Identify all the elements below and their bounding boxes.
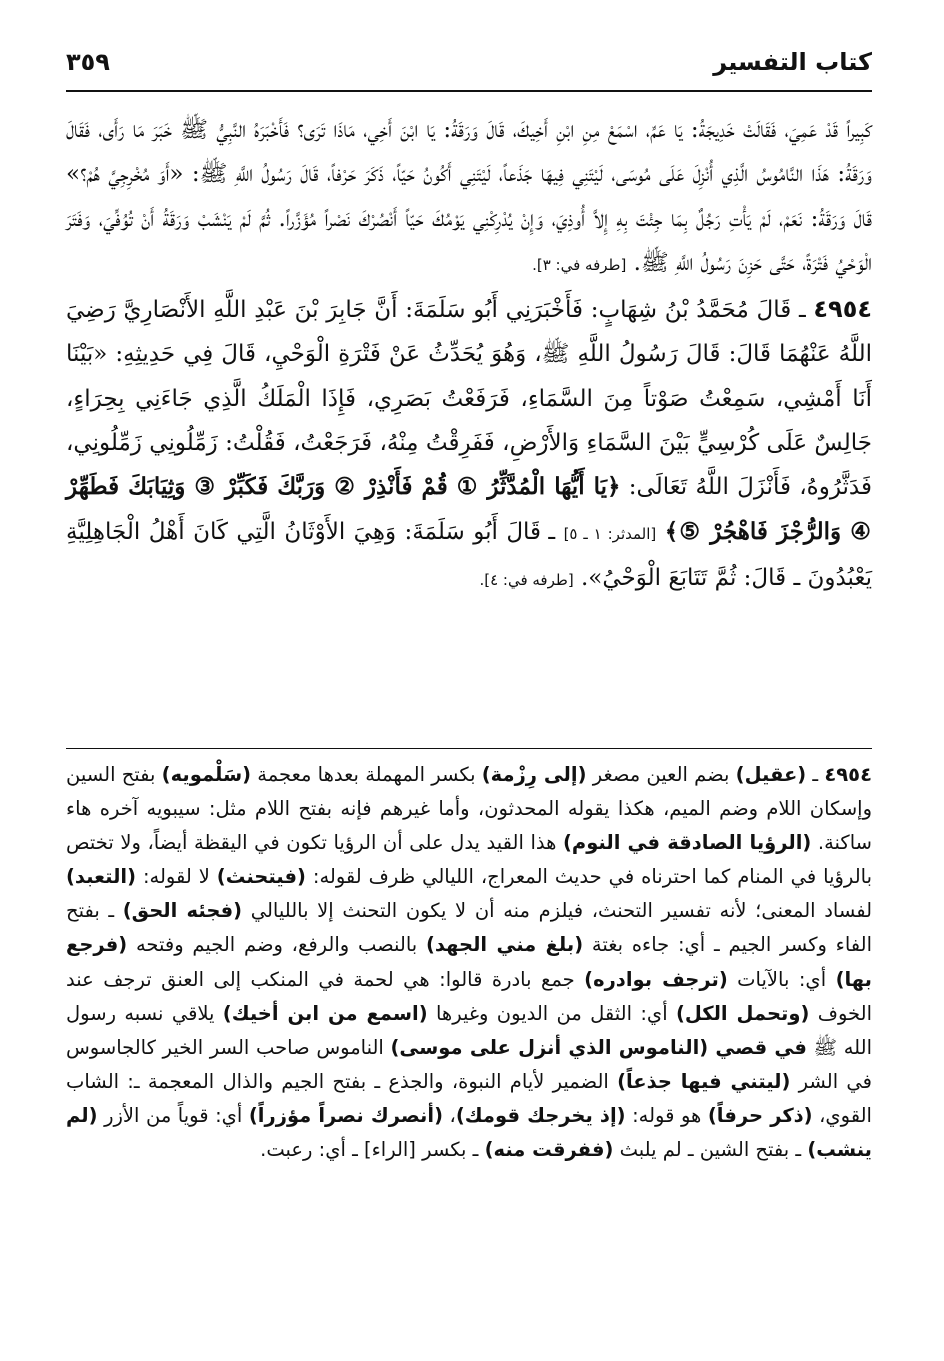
page xyxy=(66,40,872,602)
commentary-paragraph xyxy=(66,758,872,1167)
commentary-term: (اسمع من ابن أخيك) xyxy=(222,1001,428,1025)
commentary-text: أي: الثقل من الديون وغيرها xyxy=(427,1001,676,1025)
commentary-term: (ففرقت منه) xyxy=(484,1138,614,1162)
commentary-text: لفساد المعنى؛ لأنه تفسير التحنث، فيلزم منه أن لا يكون التحنث إلا بالليالي xyxy=(242,899,873,923)
commentary-text: بكسر المهملة بعدها معجمة xyxy=(251,763,482,786)
hadith-continuation xyxy=(66,108,872,287)
commentary-text: ـ بفتح الفاء وكسر الجيم ـ أي: جاءه بغتة xyxy=(66,899,872,957)
commentary-text: الضمير لأيام النبوة، والجذع ـ بفتح الجيم والذال المعجمة ـ: الشاب القوي، xyxy=(66,1069,872,1127)
page-header xyxy=(66,40,872,92)
commentary-text: بفتح السين وإسكان اللام وضم الميم، هكذا يقوله المحدثون، وأما غيرهم فإنه بفتح اللام مثل: سيبويه آخره هاء ساكنة. xyxy=(66,763,872,855)
hadith-continuation-text: كَبِيراً قَدْ عَمِيَ، فَقَالَتْ خَدِيجَةُ: يَا عَمِّ، اسْمَعْ مِنِ ابْنِ أَخِيكَ، قَالَ وَرَقَةُ: يَا ابْنَ أَخِي، مَاذَا تَرَى؟ فَأَخْبَرَهُ النَّبِيُّ ﷺ خَبَرَ مَا رَأَى، فَقَالَ وَرَقَةُ: هَذَا النَّامُوسُ الَّذِي أُنْزِلَ عَلَى مُوسَى، لَيْتَنِي فِيهَا جَذَعاً، لَيْتَنِي أَكُونُ حَيّاً، ذَكَرَ حَرْفاً، قَالَ رَسُولُ اللَّهِ ﷺ: «أَوَ مُخْرِجِيَّ هُمْ؟» قَالَ وَرَقَةُ: نَعَمْ، لَمْ يَأْتِ رَجُلٌ بِمَا جِئْتَ بِهِ إِلاَّ أُوذِيَ، وَإِنْ يُدْرِكْنِي يَوْمُكَ حَيّاً أَنْصُرْكَ نَصْراً مُؤَزَّراً. ثُمَّ لَمْ يَنْشَبْ وَرَقَةُ أَنْ تُوُفِّيَ، وَفَتَرَ الْوَحْيُ فَتْرَةً، حَتَّى حَزِنَ رَسُولُ اللَّهِ ﷺ. xyxy=(66,117,872,276)
commentary-term: (فجئه الحق) xyxy=(122,899,243,923)
commentary xyxy=(66,758,872,1167)
commentary-text: ـ xyxy=(806,763,825,786)
quran-verses: ﴿يَا أَيُّهَا الْمُدَّثِّرُ ① قُمْ فَأَنْذِرْ ② وَرَبَّكَ فَكَبِّرْ ③ وَثِيَابَكَ فَطَهِّرْ ④ وَالرُّجْزَ فَاهْجُرْ ⑤﴾ xyxy=(66,473,873,545)
page-number: ٣٥٩ xyxy=(66,48,110,76)
commentary-term: (ذكر حرفاً) xyxy=(707,1103,813,1127)
hadith-4954 xyxy=(66,287,872,602)
hadith-text-part-2: ـ قَالَ أَبُو سَلَمَةَ: وَهِيَ الأَوْثَانُ الَّتِي كَانَ أَهْلُ الْجَاهِلِيَّةِ يَعْبُدُونَ ـ قَالَ: ثُمَّ تَتَابَعَ الْوَحْيُ». xyxy=(66,518,872,591)
commentary-number: ٤٩٥٤ xyxy=(824,763,872,786)
footnote-divider xyxy=(66,748,872,749)
cross-reference: [طرفه في: ٤]. xyxy=(479,570,574,589)
commentary-term: (ليتني فيها جذعاً) xyxy=(617,1069,791,1093)
commentary-term: في قصي (الناموس الذي أنزل على موسى) xyxy=(390,1035,807,1059)
quran-reference: [المدثر: ١ ـ ٥] xyxy=(563,524,657,543)
commentary-text: الناموس صاحب السر الخير كالجاسوس في الشر xyxy=(66,1035,872,1093)
commentary-text: ، xyxy=(442,1103,456,1127)
commentary-term: (وتحمل الكل) xyxy=(675,1001,810,1025)
commentary-term: (لم ينشب) xyxy=(66,1103,872,1162)
commentary-term: (إلى رِزْمة) xyxy=(481,763,587,786)
commentary-text: بضم العين مصغر xyxy=(586,763,736,786)
cross-reference: [طرفه في: ٣]. xyxy=(532,255,627,274)
commentary-text: أي: بالآيات xyxy=(727,967,836,991)
commentary-text: لا لقوله: xyxy=(136,865,217,889)
commentary-text: بالنصب والرفع، وضم الجيم وفتحه xyxy=(127,933,426,957)
commentary-text: هو قوله: xyxy=(625,1103,708,1127)
commentary-term: (سَلْمويه) xyxy=(161,763,252,786)
commentary-term: (عقيل) xyxy=(735,763,807,786)
hadith-number: ٤٩٥٤ xyxy=(813,295,872,324)
commentary-term: (فيتحنث) xyxy=(216,865,306,889)
commentary-term: (التعبد) xyxy=(66,865,137,889)
main-text xyxy=(66,108,872,602)
commentary-term: (بلغ مني الجهد) xyxy=(426,933,584,957)
book-title: كتاب التفسير xyxy=(713,48,872,76)
commentary-term: (الرؤيا الصادقة في النوم) xyxy=(562,831,812,855)
commentary-term: (ترجف بوادره) xyxy=(584,967,728,991)
commentary-text: جمع بادرة قالوا: هي لحمة في المنكب إلى العنق ترجف عند الخوف xyxy=(66,967,872,1025)
commentary-text: ـ بفتح الشين ـ لم يلبث xyxy=(613,1138,808,1162)
commentary-term: (إذ يخرجك قومك) xyxy=(455,1103,626,1127)
commentary-term: (فرجع بها) xyxy=(66,933,872,991)
commentary-text: يلاقي نسبه رسول الله ﷺ xyxy=(66,1001,873,1059)
commentary-text: ـ بكسر [الراء] ـ أي: رعبت. xyxy=(260,1138,485,1162)
hadith-text-part-1: ـ قَالَ مُحَمَّدُ بْنُ شِهَابٍ: فَأَخْبَرَنِي أَبُو سَلَمَةَ: أَنَّ جَابِرَ بْنَ عَبْدِ اللَّهِ الأَنْصَارِيَّ رَضِيَ اللَّهُ عَنْهُمَا قَالَ: قَالَ رَسُولُ اللَّهِ ﷺ، وَهُوَ يُحَدِّثُ عَنْ فَتْرَةِ الْوَحْيِ، قَالَ فِي حَدِيثِهِ: «بَيْنَا أَنَا أَمْشِي، سَمِعْتُ صَوْتاً مِنَ السَّمَاءِ، فَرَفَعْتُ بَصَرِي، فَإِذَا الْمَلَكُ الَّذِي جَاءَنِي بِحِرَاءٍ، جَالِسٌ عَلَى كُرْسِيٍّ بَيْنَ السَّمَاءِ وَالأَرْضِ، فَفَرِقْتُ مِنْهُ، فَرَجَعْتُ، فَقُلْتُ: زَمِّلُونِي زَمِّلُونِي، فَدَثَّرُوهُ، فَأَنْزَلَ اللَّهُ تَعَالَى: xyxy=(66,297,872,501)
commentary-term: (أنصرك نصراً مؤزراً) xyxy=(248,1103,443,1127)
commentary-text: هذا القيد يدل على أن الرؤيا تكون في اليقظة أيضاً، ولا تختص بالرؤيا في المنام كما احترناه في حديث المعراج، الليالي ظرف لقوله: xyxy=(66,831,872,889)
commentary-text: أي: قوياً من الأزر xyxy=(97,1103,249,1127)
